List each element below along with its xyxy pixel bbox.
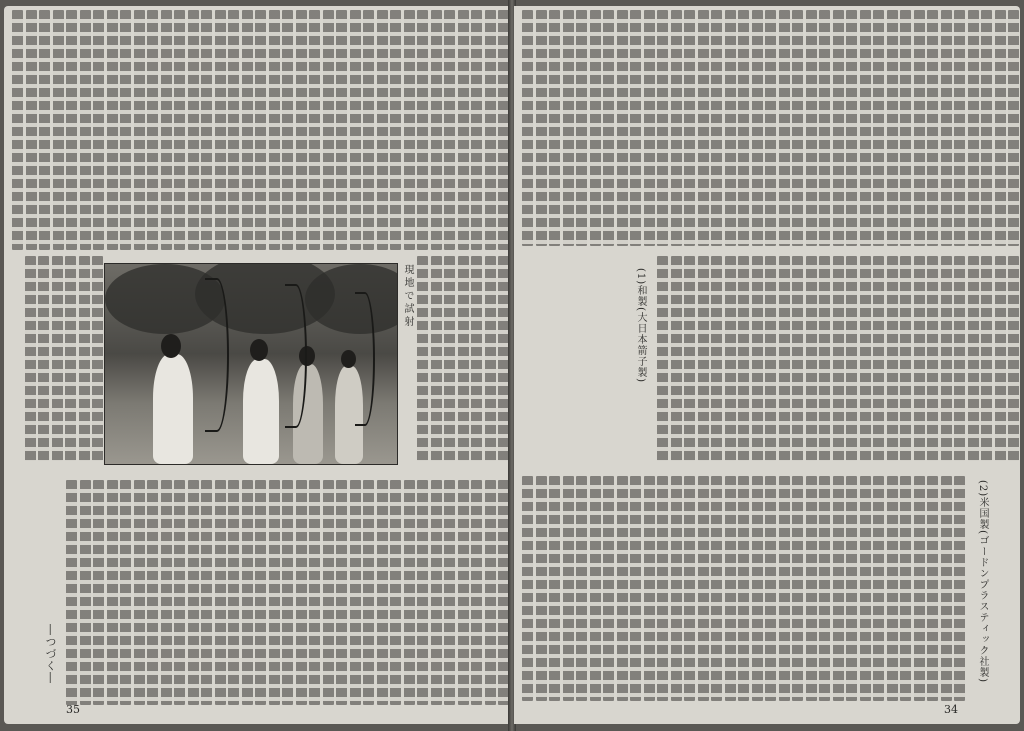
page-number-right: 34 (944, 703, 958, 716)
text-column (431, 256, 442, 461)
continued-mark: ―つづく― (44, 624, 57, 684)
text-column (738, 476, 749, 701)
text-column (363, 10, 374, 250)
right-page (514, 6, 1020, 724)
text-column (336, 10, 347, 250)
text-column (549, 476, 560, 701)
text-column (887, 10, 898, 246)
text-column (92, 256, 103, 461)
text-column (390, 10, 401, 250)
text-column (147, 480, 158, 705)
text-column (711, 10, 722, 246)
text-column (927, 476, 938, 701)
text-column (536, 10, 547, 246)
text-column (255, 10, 266, 250)
text-column (698, 476, 709, 701)
text-column (336, 480, 347, 705)
text-column (174, 480, 185, 705)
text-column (39, 10, 50, 250)
text-column (417, 10, 428, 250)
text-column (927, 10, 938, 246)
text-column (161, 10, 172, 250)
text-column (833, 476, 844, 701)
text-column (995, 10, 1006, 246)
text-column (873, 256, 884, 461)
text-column (684, 10, 695, 246)
text-column (201, 480, 212, 705)
text-column (954, 476, 965, 701)
text-column (644, 476, 655, 701)
text-column (471, 480, 482, 705)
text-column (860, 10, 871, 246)
text-column (296, 480, 307, 705)
text-column (188, 480, 199, 705)
text-column (657, 10, 668, 246)
text-column (93, 10, 104, 250)
text-column (93, 480, 104, 705)
text-column (377, 10, 388, 250)
text-column (711, 256, 722, 461)
archery-photo (104, 263, 398, 465)
text-column (954, 256, 965, 461)
text-column (617, 10, 628, 246)
text-column (981, 10, 992, 246)
left-lower-text-block (4, 480, 509, 705)
text-column (120, 10, 131, 250)
text-column (134, 480, 145, 705)
text-column (563, 10, 574, 246)
text-column (860, 256, 871, 461)
text-column (26, 10, 37, 250)
text-column (458, 10, 469, 250)
text-column (417, 256, 428, 461)
text-column (228, 480, 239, 705)
text-column (873, 10, 884, 246)
text-column (698, 256, 709, 461)
text-column (792, 476, 803, 701)
text-column (873, 476, 884, 701)
text-column (404, 10, 415, 250)
text-column (12, 10, 23, 250)
text-column (941, 256, 952, 461)
text-column (887, 256, 898, 461)
text-column (563, 476, 574, 701)
text-column (698, 10, 709, 246)
text-column (377, 480, 388, 705)
text-column (431, 480, 442, 705)
text-column (725, 10, 736, 246)
text-column (995, 256, 1006, 461)
text-column (201, 10, 212, 250)
text-column (846, 476, 857, 701)
text-column (738, 256, 749, 461)
text-column (404, 480, 415, 705)
text-column (630, 476, 641, 701)
text-column (52, 256, 63, 461)
text-column (779, 476, 790, 701)
text-column (80, 480, 91, 705)
text-column (603, 10, 614, 246)
text-column (900, 256, 911, 461)
text-column (671, 10, 682, 246)
text-column (900, 10, 911, 246)
text-column (350, 10, 361, 250)
archer-figure (153, 354, 193, 464)
text-column (242, 480, 253, 705)
text-column (107, 480, 118, 705)
text-column (914, 476, 925, 701)
text-column (147, 10, 158, 250)
text-column (671, 256, 682, 461)
text-column (833, 10, 844, 246)
text-column (107, 10, 118, 250)
text-column (38, 256, 49, 461)
text-column (644, 10, 655, 246)
text-column (779, 10, 790, 246)
text-column (485, 10, 496, 250)
text-column (806, 10, 817, 246)
text-column (522, 10, 533, 246)
text-column (444, 256, 455, 461)
text-column (968, 10, 979, 246)
text-column (752, 10, 763, 246)
text-column (941, 10, 952, 246)
section-heading-japanese-arrow: (1)和製(大日本箭子製) (635, 268, 646, 383)
text-column (471, 10, 482, 250)
text-column (323, 480, 334, 705)
text-column (282, 480, 293, 705)
right-lower-text-block (514, 476, 1020, 701)
text-column (779, 256, 790, 461)
text-column (79, 256, 90, 461)
text-column (120, 480, 131, 705)
text-column (65, 256, 76, 461)
right-middle-text-block (514, 256, 1020, 461)
text-column (1008, 256, 1019, 461)
text-column (66, 480, 77, 705)
text-column (806, 256, 817, 461)
text-column (471, 256, 482, 461)
text-column (725, 256, 736, 461)
text-column (914, 10, 925, 246)
text-column (887, 476, 898, 701)
text-column (765, 10, 776, 246)
text-column (269, 480, 280, 705)
text-column (242, 10, 253, 250)
text-column (792, 10, 803, 246)
bow-shape (205, 278, 229, 432)
text-column (350, 480, 361, 705)
text-column (161, 480, 172, 705)
text-column (80, 10, 91, 250)
text-column (671, 476, 682, 701)
text-column (630, 10, 641, 246)
text-column (309, 480, 320, 705)
text-column (941, 476, 952, 701)
text-column (53, 10, 64, 250)
text-column (485, 256, 496, 461)
left-page (4, 6, 509, 724)
text-column (711, 476, 722, 701)
text-column (282, 10, 293, 250)
section-heading-us-arrow: (2)米国製(ゴードンプラスティック社製) (977, 480, 988, 683)
text-column (134, 10, 145, 250)
text-column (417, 480, 428, 705)
text-column (576, 10, 587, 246)
text-column (657, 476, 668, 701)
right-upper-text-block (514, 10, 1020, 246)
text-column (752, 476, 763, 701)
text-column (846, 256, 857, 461)
text-column (269, 10, 280, 250)
text-column (536, 476, 547, 701)
text-column (590, 10, 601, 246)
page-number-left: 35 (66, 703, 80, 716)
text-column (765, 256, 776, 461)
text-column (255, 480, 266, 705)
photo-caption: 現地で試射 (402, 264, 413, 329)
text-column (549, 10, 560, 246)
text-column (684, 256, 695, 461)
text-column (738, 10, 749, 246)
text-column (833, 256, 844, 461)
text-column (819, 10, 830, 246)
text-column (485, 480, 496, 705)
text-column (309, 10, 320, 250)
text-column (390, 480, 401, 705)
text-column (363, 480, 374, 705)
text-column (458, 480, 469, 705)
text-column (431, 10, 442, 250)
bow-shape (285, 284, 307, 428)
text-column (215, 10, 226, 250)
text-column (657, 256, 668, 461)
text-column (819, 476, 830, 701)
text-column (458, 256, 469, 461)
text-column (228, 10, 239, 250)
text-column (954, 10, 965, 246)
text-column (296, 10, 307, 250)
text-column (860, 476, 871, 701)
text-column (576, 476, 587, 701)
text-column (684, 476, 695, 701)
text-column (66, 10, 77, 250)
text-column (914, 256, 925, 461)
bow-shape (355, 292, 375, 426)
text-column (617, 476, 628, 701)
text-column (590, 476, 601, 701)
text-column (968, 256, 979, 461)
text-column (215, 480, 226, 705)
archer-figure (243, 359, 279, 464)
text-column (323, 10, 334, 250)
text-column (927, 256, 938, 461)
text-column (522, 476, 533, 701)
text-column (1008, 10, 1019, 246)
text-column (444, 480, 455, 705)
text-column (981, 256, 992, 461)
text-column (188, 10, 199, 250)
text-column (806, 476, 817, 701)
text-column (792, 256, 803, 461)
text-column (174, 10, 185, 250)
text-column (765, 476, 776, 701)
text-column (900, 476, 911, 701)
text-column (603, 476, 614, 701)
text-column (725, 476, 736, 701)
text-column (752, 256, 763, 461)
text-column (444, 10, 455, 250)
text-column (819, 256, 830, 461)
text-column (846, 10, 857, 246)
text-column (25, 256, 36, 461)
left-upper-text-block (4, 10, 509, 250)
